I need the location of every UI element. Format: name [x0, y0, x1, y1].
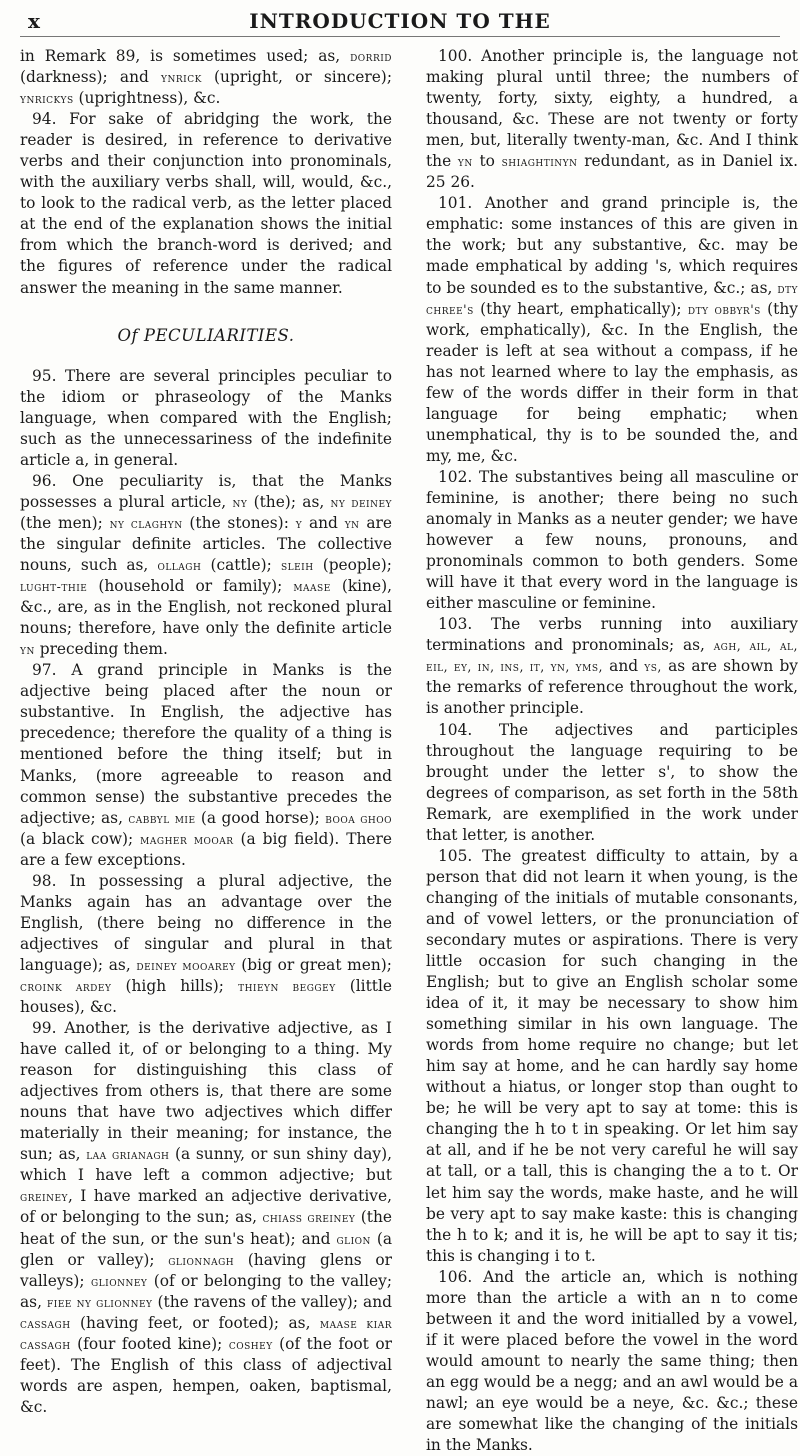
right-column [426, 46, 798, 1456]
paragraph-106: 106. And the article an, which is nothing more than the article a with an n to come between it and the word initialled by a vowel, if it were placed before the vowel in the word would amount to nearly the same thing; then an egg would be a negg; and an awl would be a nawl; an eye would be a neye, &c. &c.; these are somewhat like the changing of the initials in the Manks. [426, 1267, 798, 1455]
running-title: INTRODUCTION TO THE [249, 9, 551, 33]
paragraph-99: 99. Another, is the derivative adjective, as I have called it, of or belonging to a thing. My reason for distinguishing this class of adjectives from others is, that there are some nouns that have two adjectives which differ materially in their meaning; for instance, the sun; as, laa grianagh (a sunny, or sun shiny day), which I have left a common adjective; but greiney, I have marked an adjective derivative, of or belonging to the sun; as, chiass greiney (the heat of the sun, or the sun's heat); and glion (a glen or valley); glionnagh (having glens or valleys); glionney (of or belonging to the valley; as, fiee ny glionney (the ravens of the valley); and cassagh (having feet, or footed); as, maase kiar cassagh (four footed kine); coshey (of the foot or feet). The English of this class of adjectival words are aspen, hempen, oaken, baptismal, &c. [20, 1019, 393, 1416]
section-heading: Of PECULIARITIES. [117, 325, 295, 345]
paragraph-100: 100. Another principle is, the language not making plural until three; the numbers of twenty, forty, sixty, eighty, a hundred, a thousand, &c. These are not twenty or forty men, but, literally twenty-man, &c. And I think the yn to shiaghtinyn redundant, as in Daniel ix. 25 26. [426, 47, 798, 192]
paragraph-102: 102. The substantives being all masculine or feminine, is another; there being no such anomaly in Manks as a neuter gender; we have however a few nouns, pronouns, and pronominals common to both genders. Some will have it that every word in the language is either masculine or feminine. [426, 467, 798, 613]
paragraph-97: 97. A grand principle in Manks is the adjective being placed after the noun or substantive. In English, the adjective has precedence; therefore the quality of a thing is mentioned before the thing itself; but in Manks, (more agreeable to reason and common sense) the substantive precedes the adjective; as, cabbyl mie (a good horse); booa ghoo (a black cow); magher mooar (a big field). There are a few exceptions. [20, 661, 393, 869]
left-column [20, 46, 392, 1418]
paragraph-98: 98. In possessing a plural adjective, the Manks again has an advantage over the English, (there being no difference in the adjectives of singular and plural in that language); as, deiney mooarey (big or great men); croink ardey (high hills); thieyn beggey (little houses), &c. [20, 871, 392, 1017]
paragraph-continuation: in Remark 89, is sometimes used; as, dorrid (darkness); and ynrick (upright, or sincere); ynrickys (uprightness), &c. [20, 47, 392, 108]
paragraph-94: 94. For sake of abridging the work, the reader is desired, in reference to derivative verbs and their conjunction into pronominals, with the auxiliary verbs shall, will, would, &c., to look to the radical verb, as the letter placed at the end of the explanation shows the initial from which the branch-word is derived; and the figures of reference under the radical answer the meaning in the same manner. [20, 110, 392, 297]
page-header [20, 6, 780, 37]
page-number: x [28, 9, 40, 33]
paragraph-104: 104. The adjectives and participles throughout the language requiring to be brought under the letter s', to show the degrees of comparison, as set forth in the 58th Remark, are exemplified in the work under that letter, is another. [426, 720, 798, 844]
paragraph-96: 96. One peculiarity is, that the Manks possesses a plural article, ny (the); as, ny deiney (the men); ny claghyn (the stones): y and yn are the singular definite articles. The collective nouns, such as, ollagh (cattle); sleih (people); lught-thie (household or family); maase (kine), &c., are, as in the English, not reckoned plural nouns; therefore, have only the definite article yn preceding them. [20, 471, 392, 659]
paragraph-95: 95. There are several principles peculiar to the idiom or phraseology of the Manks language, when compared with the English; such as the unnecessariness of the indefinite article a, in general. [20, 366, 392, 469]
paragraph-103: 103. The verbs running into auxiliary terminations and pronominals; as, agh, ail, al, eil, ey, in, ins, it, yn, yms, and ys, as are shown by the remarks of reference throughout the work, is another principle. [426, 615, 798, 718]
paragraph-101: 101. Another and grand principle is, the emphatic: some instances of this are given in the work; but any substantive, &c. may be made emphatical by adding 's, which requires to be sounded es to the substantive, &c.; as, dty chree's (thy heart, emphatically); dty obbyr's (thy work, emphatically), &c. In the English, the reader is left at sea without a compass, if he has not learned where to lay the emphasis, as few of the words differ in their form in that language for being emphatic; when unemphatical, thy is to be sounded the, and my, me, &c. [426, 194, 798, 465]
paragraph-105: 105. The greatest difficulty to attain, by a person that did not learn it when young, is the changing of the initials of mutable consonants, and of vowel letters, or the pronunciation of secondary mutes or aspirations. There is very little occasion for such changing in the English; but to give an English scholar some idea of it, it may be necessary to show him something similar in his own language. The words from home require no change; but let him say at home, and he can hardly say home without a hiatus, or longer stop than ought to be; he will be very apt to say at tome: this is changing the h to t in speaking. Or let him say at all, and if he be not very careful he will say at tall, or a tall, this is changing the a to t. Or let him say the words, make haste, and he will be very apt to say make kaste: this is changing the h to k; and it is, he will be apt to say it tis; this is changing i to t. [426, 846, 798, 1265]
